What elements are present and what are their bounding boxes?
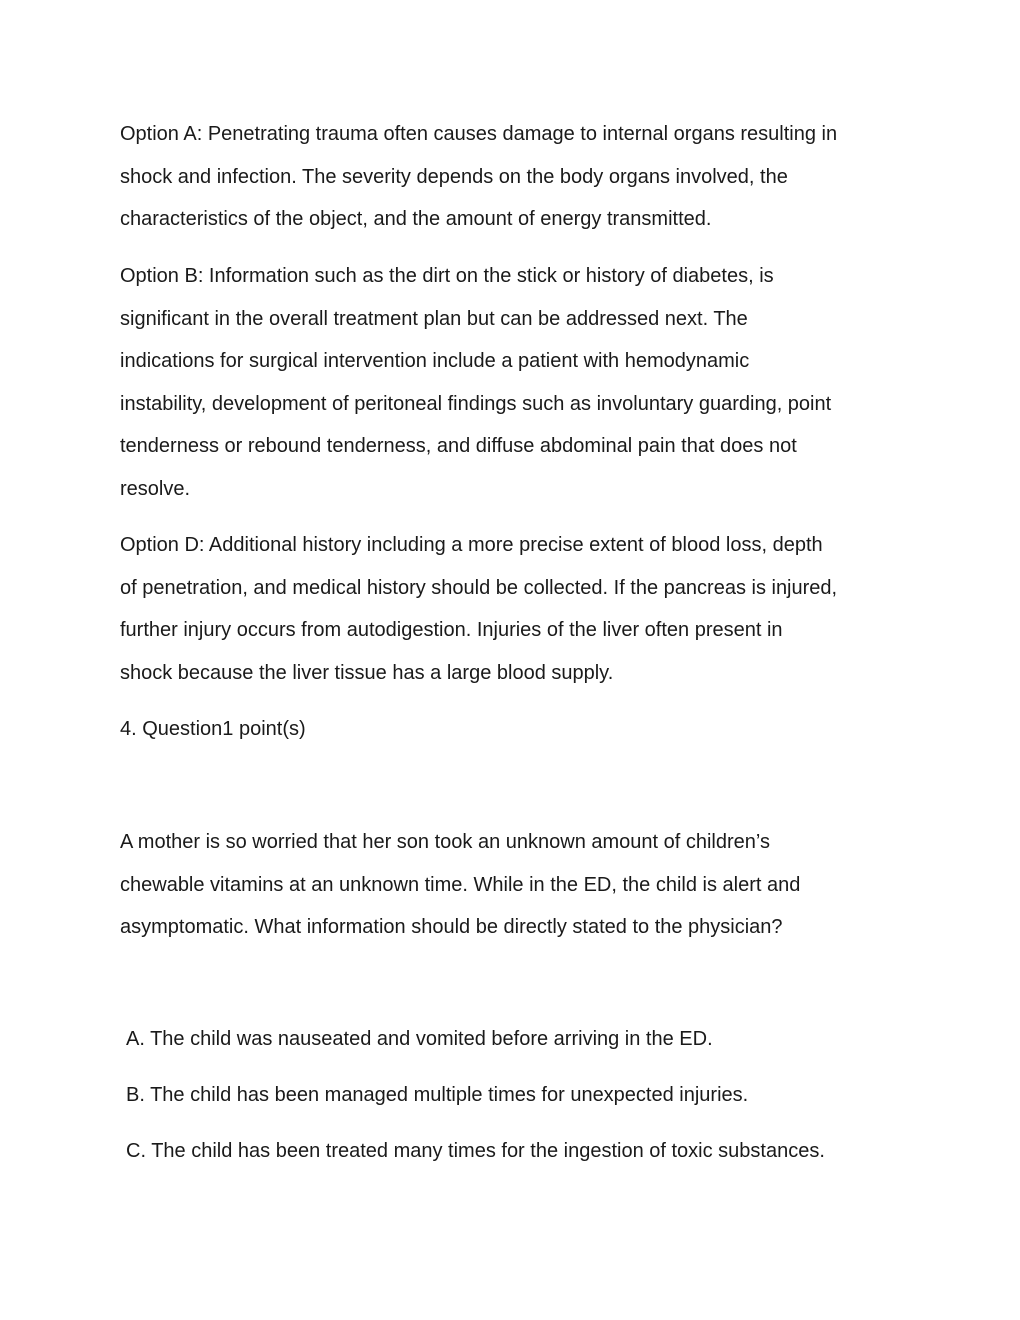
text-line: chewable vitamins at an unknown time. While in the ED, the child is alert and <box>120 873 801 896</box>
answer-choice-b: B. The child has been managed multiple times for unexpected injuries. <box>126 1084 749 1106</box>
text-line: asymptomatic. What information should be directly stated to the physician? <box>120 916 783 938</box>
rationale-option-a <box>120 113 910 241</box>
text-line: A mother is so worried that her son took an unknown amount of children’s <box>120 831 770 853</box>
text-line: of penetration, and medical history should be collected. If the pancreas is injured, <box>120 576 838 599</box>
answer-choice-a: A. The child was nauseated and vomited before arriving in the ED. <box>126 1028 713 1050</box>
question-header-text: 4. Question1 point(s) <box>120 718 306 740</box>
text-line: tenderness or rebound tenderness, and diffuse abdominal pain that does not <box>120 435 797 457</box>
rationale-option-b <box>120 255 910 510</box>
rationale-option-d <box>120 524 910 694</box>
text-line: resolve. <box>120 477 191 500</box>
text-line: significant in the overall treatment plan but can be addressed next. The <box>120 307 748 330</box>
answer-choice-c: C. The child has been treated many times for the ingestion of toxic substances. <box>126 1140 825 1162</box>
question-header <box>120 708 910 751</box>
text-line: Option A: Penetrating trauma often causes damage to internal organs resulting in <box>120 123 838 145</box>
text-line: shock and infection. The severity depends on the body organs involved, the <box>120 165 788 188</box>
text-line: further injury occurs from autodigestion. Injuries of the liver often present in <box>120 619 783 641</box>
text-line: indications for surgical intervention include a patient with hemodynamic <box>120 350 750 372</box>
text-line: shock because the liver tissue has a large blood supply. <box>120 661 614 684</box>
question-stem <box>120 821 910 949</box>
text-line: instability, development of peritoneal findings such as involuntary guarding, point <box>120 392 832 415</box>
text-line: Option B: Information such as the dirt on the stick or history of diabetes, is <box>120 265 774 287</box>
text-line: Option D: Additional history including a more precise extent of blood loss, depth <box>120 534 823 556</box>
text-line: characteristics of the object, and the amount of energy transmitted. <box>120 208 712 230</box>
